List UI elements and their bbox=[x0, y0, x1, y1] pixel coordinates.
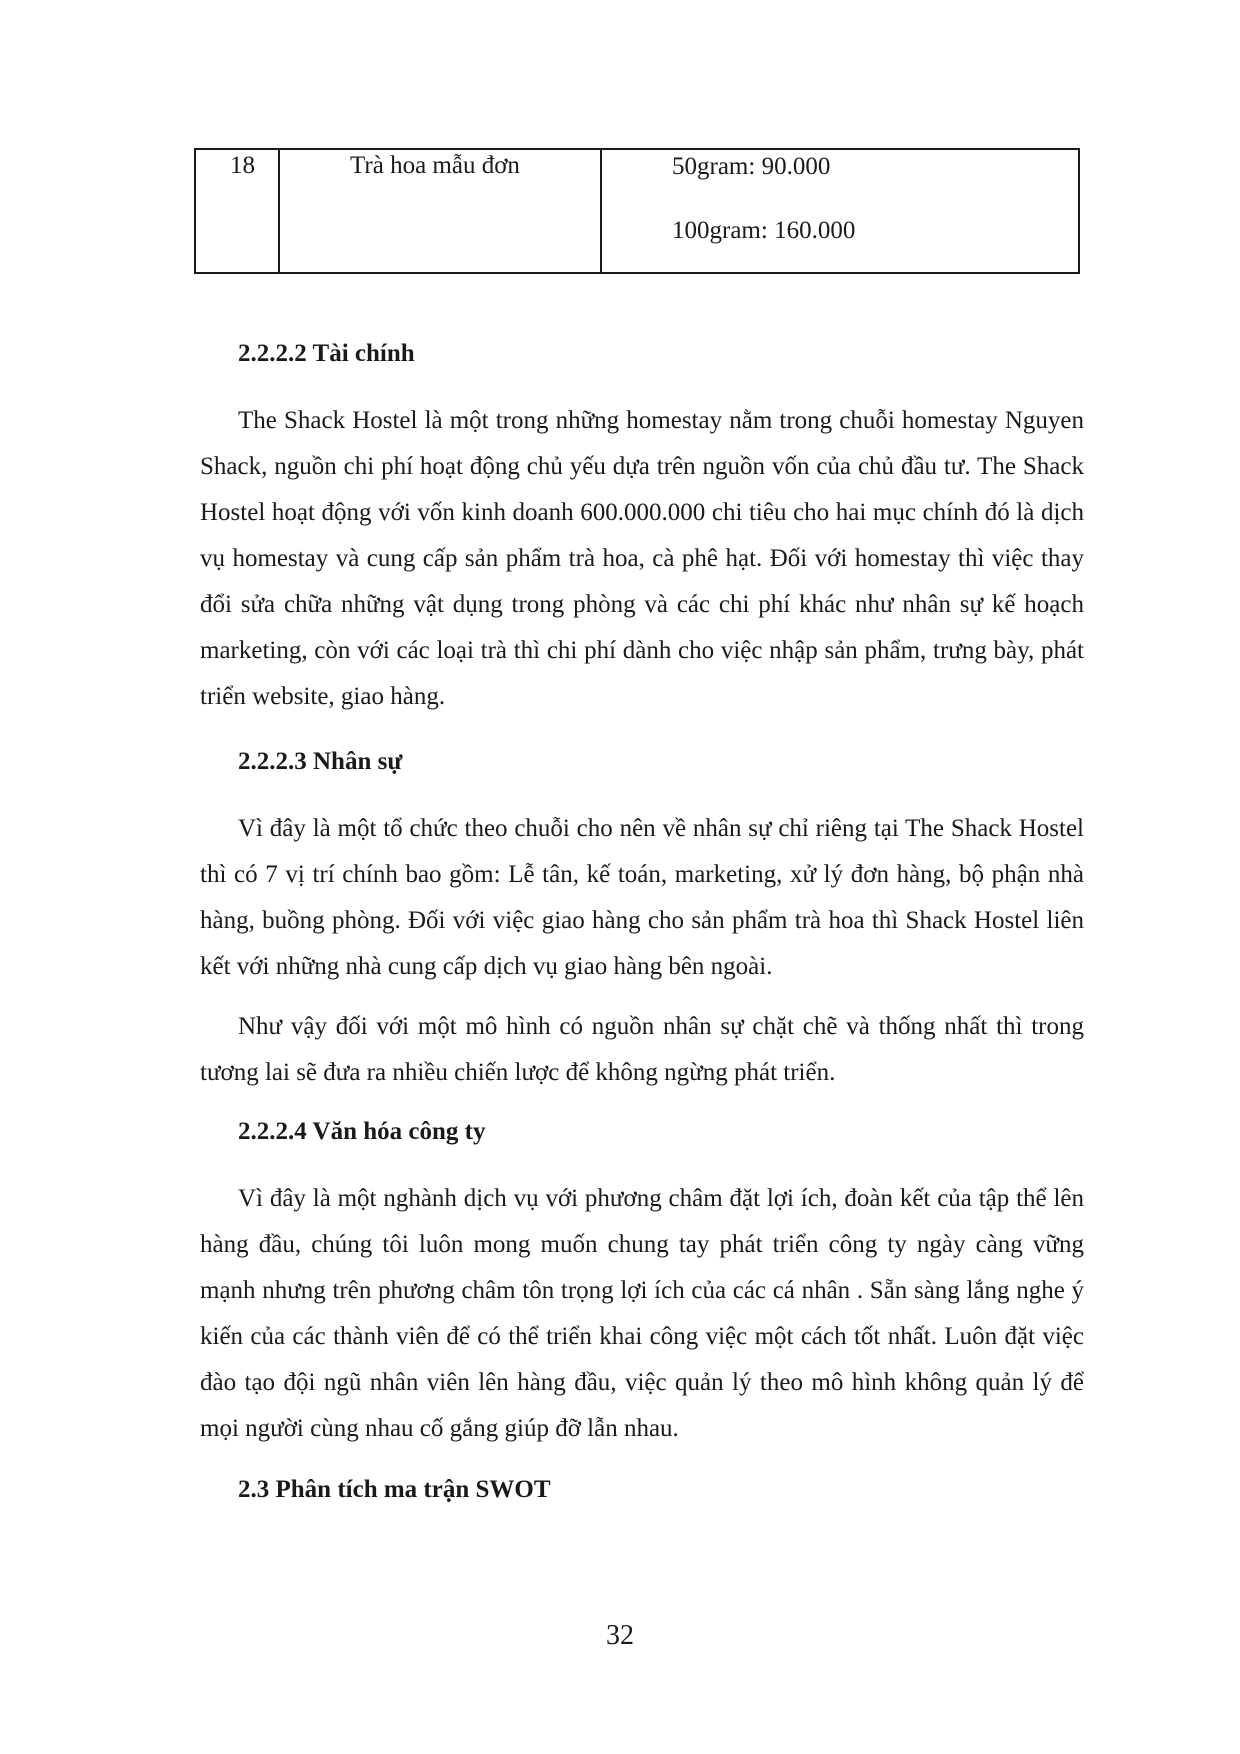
culture-paragraph: Vì đây là một nghành dịch vụ với phương châm đặt lợi ích, đoàn kết của tập thể lên hàng đầu, chúng tôi luôn mong muốn chung tay phát triển công ty ngày càng vững mạnh nhưng trên phương châm tôn trọng lợi ích của các cá nhân . Sẵn sàng lắng nghe ý kiến của các thành viên để có thể triển khai công việc một cách tốt nhất. Luôn đặt việc đào tạo đội ngũ nhân viên lên hàng đầu, việc quản lý theo mô hình không quản lý để mọi người cùng nhau cố gắng giúp đỡ lẫn nhau. bbox=[200, 1185, 1084, 1442]
hr-paragraph-2: Như vậy đối với một mô hình có nguồn nhân sự chặt chẽ và thống nhất thì trong tương lai sẽ đưa ra nhiều chiến lược để không ngừng phát triển. bbox=[200, 1013, 1084, 1086]
price-option: 100gram: 160.000 bbox=[672, 217, 856, 244]
product-name-cell: Trà hoa mẫu đơn bbox=[279, 149, 601, 273]
price-option: 50gram: 90.000 bbox=[672, 153, 831, 180]
table-row bbox=[195, 149, 1079, 273]
finance-paragraph: The Shack Hostel là một trong những homestay nằm trong chuỗi homestay Nguyen Shack, nguồn chi phí hoạt động chủ yếu dựa trên nguồn vốn của chủ đầu tư. The Shack Hostel hoạt động với vốn kinh doanh 600.000.000 chi tiêu cho hai mục chính đó là dịch vụ homestay và cung cấp sản phẩm trà hoa, cà phê hạt. Đối với homestay thì việc thay đổi sửa chữa những vật dụng trong phòng và các chi phí khác như nhân sự kế hoạch marketing, còn với các loại trà thì chi phí dành cho việc nhập sản phẩm, trưng bày, phát triển website, giao hàng. bbox=[200, 407, 1084, 710]
price-table bbox=[194, 148, 1080, 274]
price-cell bbox=[601, 149, 1079, 273]
row-number-cell: 18 bbox=[195, 149, 279, 273]
section-heading-hr: 2.2.2.3 Nhân sự bbox=[238, 748, 403, 775]
section-heading-finance: 2.2.2.2 Tài chính bbox=[238, 340, 415, 367]
section-heading-swot: 2.3 Phân tích ma trận SWOT bbox=[238, 1476, 551, 1503]
section-heading-culture: 2.2.2.4 Văn hóa công ty bbox=[238, 1118, 486, 1145]
page-number: 32 bbox=[606, 1620, 634, 1651]
hr-paragraph-1: Vì đây là một tổ chức theo chuỗi cho nên về nhân sự chỉ riêng tại The Shack Hostel thì có 7 vị trí chính bao gồm: Lễ tân, kế toán, marketing, xử lý đơn hàng, bộ phận nhà hàng, buồng phòng. Đối với việc giao hàng cho sản phẩm trà hoa thì Shack Hostel liên kết với những nhà cung cấp dịch vụ giao hàng bên ngoài. bbox=[200, 815, 1084, 980]
